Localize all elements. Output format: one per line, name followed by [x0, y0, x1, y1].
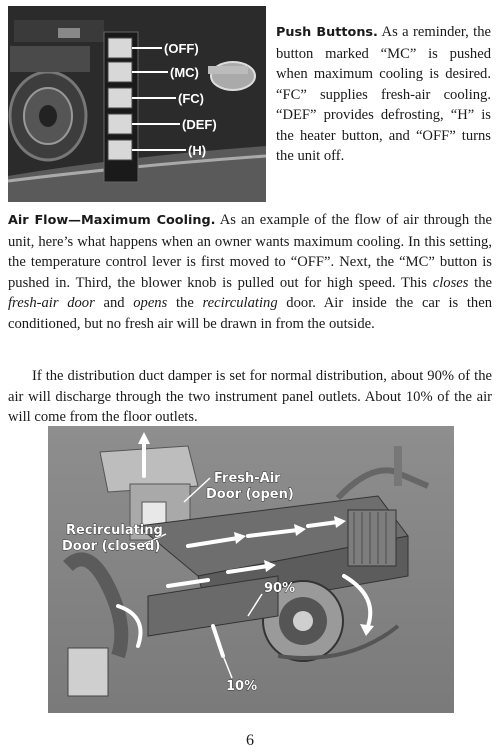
air-flow-heading: Air Flow—Maximum Cooling.	[8, 213, 216, 228]
air-flow-diagram-photo	[48, 426, 454, 713]
label-10-percent: 10%	[226, 679, 258, 694]
push-button-panel-photo	[8, 6, 266, 202]
label-fresh-air-line2: Door (open)	[206, 487, 294, 502]
air-flow-text-5: door. Air inside the car is then conditioned, but no fresh air will be drawn in from the outside.	[8, 295, 492, 332]
air-flow-em-opens: opens	[133, 295, 168, 311]
air-flow-em-closes: closes	[432, 274, 469, 291]
air-flow-paragraph	[8, 210, 492, 334]
label-h: (H)	[188, 143, 207, 158]
label-recirc-line2: Door (closed)	[62, 539, 161, 554]
air-flow-text-3: and	[94, 295, 134, 311]
push-buttons-paragraph	[276, 22, 491, 167]
air-flow-em-fresh-door: fresh-air door	[8, 295, 95, 311]
distribution-paragraph: If the distribution duct damper is set for normal distribution, about 90% of the air will discharge through the two instrument panel outlets. About 10% of the air will come from the floor outlets.	[8, 368, 492, 425]
label-fc: (FC)	[178, 91, 204, 106]
air-flow-text-1: As an example of the flow of air through the unit, here’s what happens when an owner wants maximum cooling. In this setting, the temperature control lever is first moved to “OFF”. Next, the “MC” button is pushed in. Third, the blower knob is pulled out for high speed. This	[8, 212, 492, 291]
push-buttons-body: As a reminder, the button marked “MC” is pushed when maximum cooling is desired. “FC” supplies fresh-air cooling. “DEF” provides defrosting, “H” is the heater button, and “OFF” turns the unit off.	[276, 24, 492, 164]
label-def: (DEF)	[182, 117, 217, 132]
label-mc: (MC)	[170, 65, 199, 80]
air-flow-text-2: the	[468, 274, 492, 291]
air-flow-em-recirc: recirculating	[202, 295, 278, 311]
label-recirc-line1: Recirculating	[66, 523, 163, 538]
page-number: 6	[246, 732, 254, 749]
label-off: (OFF)	[164, 41, 199, 56]
air-flow-text-4: the	[167, 295, 203, 311]
label-fresh-air-line1: Fresh-Air	[214, 471, 281, 486]
push-buttons-heading: Push Buttons.	[276, 25, 378, 40]
label-90-percent: 90%	[264, 581, 296, 596]
